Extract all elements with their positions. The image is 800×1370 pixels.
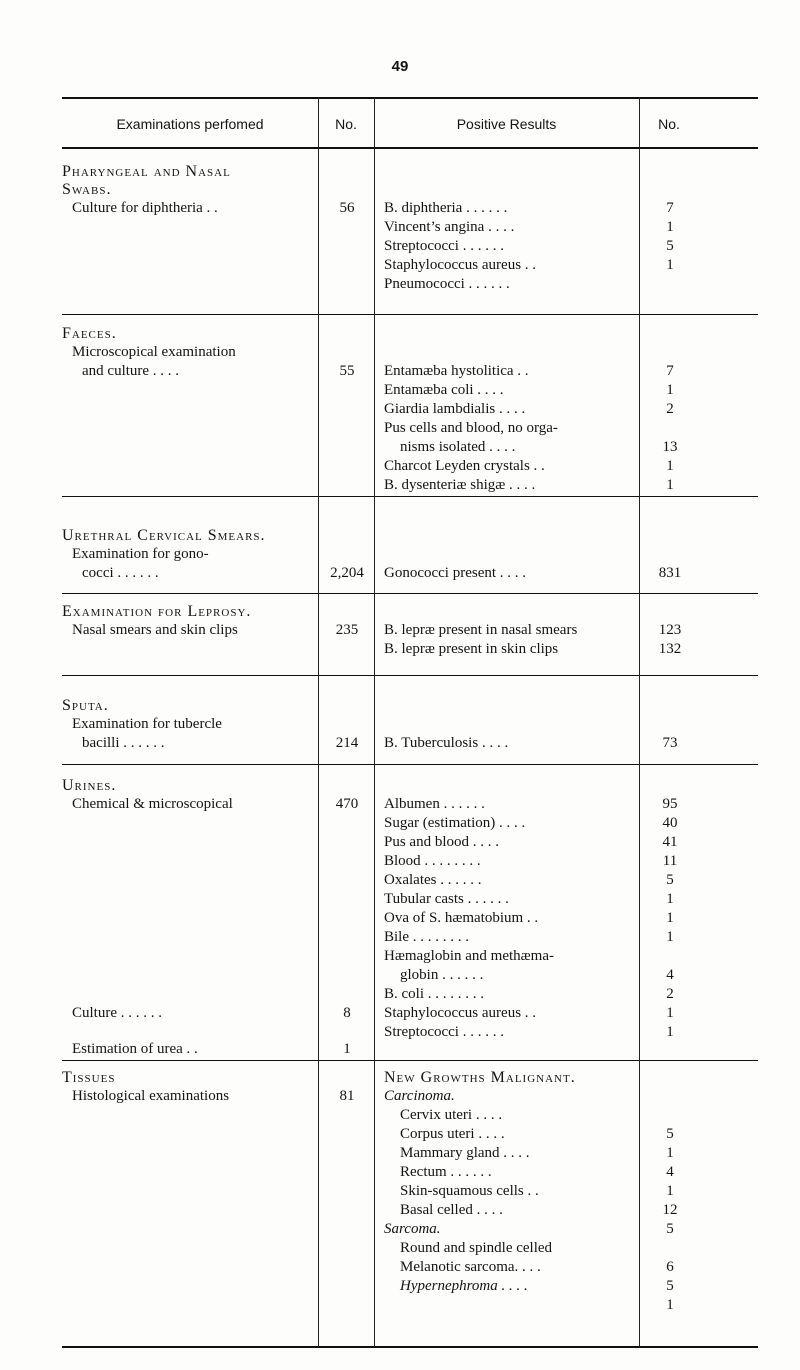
results-urines xyxy=(384,795,554,1042)
exam-count: 235 xyxy=(335,622,359,638)
result-number: 1 xyxy=(666,910,674,926)
exam-label: Microscopical examination xyxy=(72,344,236,360)
result-item: Pneumococci . . . . . . xyxy=(384,276,510,292)
section-heading-urethral: Urethral Cervical Smears. xyxy=(62,527,266,544)
result-number: 1 xyxy=(666,1005,674,1021)
result-number: 4 xyxy=(666,1164,674,1180)
header-no-results: No. xyxy=(658,116,680,132)
exam-label: Chemical & microscopical xyxy=(72,796,233,812)
top-rule xyxy=(62,97,758,99)
result-number: 5 xyxy=(666,1221,674,1237)
result-number: 1 xyxy=(666,1183,674,1199)
result-item: Corpus uteri . . . . xyxy=(400,1126,505,1142)
result-item: globin . . . . . . xyxy=(400,967,484,983)
result-number: 1 xyxy=(666,891,674,907)
result-number: 95 xyxy=(662,796,678,812)
header-rule xyxy=(62,147,758,149)
results-leprosy xyxy=(384,621,577,659)
result-item: Ova of S. hæmatobium . . xyxy=(384,910,539,926)
result-item: Sugar (estimation) . . . . xyxy=(384,815,526,831)
result-number: 5 xyxy=(666,1126,674,1142)
result-item: Vincent’s angina . . . . xyxy=(384,219,515,235)
result-item: Pus and blood . . . . xyxy=(384,834,500,850)
exam-count: 81 xyxy=(339,1088,355,1104)
result-number: 1 xyxy=(666,382,674,398)
result-number: 7 xyxy=(666,363,674,379)
result-number: 1 xyxy=(666,929,674,945)
result-number: 12 xyxy=(662,1202,678,1218)
section-heading-sputa: Sputa. xyxy=(62,697,109,714)
result-number xyxy=(640,419,700,438)
result-item: Mammary gland . . . . xyxy=(400,1145,530,1161)
result-item: Gonococci present . . . . xyxy=(384,565,527,581)
rule-pharyngeal xyxy=(62,314,758,315)
result-number: 41 xyxy=(662,834,678,850)
exam-label: cocci . . . . . . xyxy=(82,565,159,581)
section-heading-leprosy: Examination for Leprosy. xyxy=(62,603,252,620)
result-item: B. lepræ present in nasal smears xyxy=(384,622,578,638)
section-heading-faeces: Faeces. xyxy=(62,325,117,342)
result-item: B. diphtheria . . . . . . xyxy=(384,200,508,216)
result-item: Tubular casts . . . . . . xyxy=(384,891,509,907)
exam-count: 2,204 xyxy=(330,565,364,581)
result-number: 5 xyxy=(666,1278,674,1294)
result-number: 123 xyxy=(658,622,682,638)
section-heading-pharyngeal: Pharyngeal and Nasal xyxy=(62,163,231,180)
result-number: 1 xyxy=(666,1024,674,1040)
results-tissues xyxy=(384,1068,576,1296)
result-item: Blood . . . . . . . . xyxy=(384,853,481,869)
result-number: 2 xyxy=(666,401,674,417)
page-number: 49 xyxy=(391,58,409,75)
numbers-faeces xyxy=(640,362,700,495)
result-number: 7 xyxy=(666,200,674,216)
result-item: Staphylococcus aureus . . xyxy=(384,1005,537,1021)
result-number: 4 xyxy=(666,967,674,983)
exam-label: and culture . . . . xyxy=(82,363,180,379)
header-positive-results: Positive Results xyxy=(456,116,557,132)
numbers-leprosy xyxy=(640,621,700,659)
header-no: No. xyxy=(335,116,357,132)
exam-label: Culture . . . . . . xyxy=(72,1005,162,1021)
exam-count: 470 xyxy=(335,796,359,812)
result-item: Streptococci . . . . . . xyxy=(384,238,504,254)
bottom-rule xyxy=(62,1346,758,1348)
rule-sputa xyxy=(62,764,758,765)
result-number xyxy=(640,1239,700,1258)
new-growths-heading: New Growths Malignant. xyxy=(384,1069,576,1086)
numbers-urines xyxy=(640,795,700,1042)
result-item: Basal celled . . . . xyxy=(400,1202,503,1218)
result-number: 5 xyxy=(666,238,674,254)
result-number: 1 xyxy=(666,257,674,273)
exam-label: Estimation of urea . . xyxy=(72,1041,198,1057)
result-number: 1 xyxy=(666,219,674,235)
exam-label: Histological examinations xyxy=(72,1088,230,1104)
exam-count: 55 xyxy=(339,363,355,379)
exam-label: Nasal smears and skin clips xyxy=(72,622,238,638)
numbers-tissues xyxy=(640,1106,700,1315)
result-item: B. lepræ present in skin clips xyxy=(384,641,559,657)
result-item: Giardia lambdialis . . . . xyxy=(384,401,526,417)
result-item: Staphylococcus aureus . . xyxy=(384,257,537,273)
section-heading-tissues: Tissues xyxy=(62,1069,116,1086)
exam-count: 1 xyxy=(343,1041,351,1057)
result-item: Hæmaglobin and methæma- xyxy=(384,948,554,964)
result-number: 40 xyxy=(662,815,678,831)
result-item: Streptococci . . . . . . xyxy=(384,1024,504,1040)
result-item: B. coli . . . . . . . . xyxy=(384,986,484,1002)
sarcoma-heading: Sarcoma. xyxy=(384,1221,441,1237)
rule-urethral xyxy=(62,593,758,594)
col-divider-1 xyxy=(318,97,319,1347)
result-item: Charcot Leyden crystals . . xyxy=(384,458,545,474)
result-item: Oxalates . . . . . . xyxy=(384,872,482,888)
rule-leprosy xyxy=(62,675,758,676)
result-item: Melanotic sarcoma. . . . xyxy=(400,1259,541,1275)
exam-label: Examination for gono- xyxy=(72,546,209,562)
result-number: 132 xyxy=(658,641,682,657)
result-item: nisms isolated . . . . xyxy=(400,439,516,455)
result-number: 831 xyxy=(658,565,682,581)
result-number xyxy=(640,1106,700,1125)
result-item: Bile . . . . . . . . xyxy=(384,929,469,945)
result-number: 1 xyxy=(666,477,674,493)
result-number: 73 xyxy=(662,735,678,751)
result-number: 5 xyxy=(666,872,674,888)
result-number: 6 xyxy=(666,1259,674,1275)
result-item: B. Tuberculosis . . . . xyxy=(384,735,509,751)
exam-label: Culture for diphtheria . . xyxy=(72,200,218,216)
result-number: 1 xyxy=(666,1145,674,1161)
result-item: Albumen . . . . . . xyxy=(384,796,485,812)
results-pharyngeal xyxy=(384,199,536,294)
header-examinations: Examinations perfomed xyxy=(116,116,264,132)
section-heading-urines: Urines. xyxy=(62,777,117,794)
result-number: 11 xyxy=(662,853,678,869)
carcinoma-heading: Carcinoma. xyxy=(384,1088,455,1104)
result-number: 13 xyxy=(662,439,678,455)
rule-faeces xyxy=(62,496,758,497)
result-item: Entamæba hystolitica . . xyxy=(384,363,529,379)
col-divider-2 xyxy=(374,97,375,1347)
exam-count: 214 xyxy=(335,735,359,751)
exam-count: 56 xyxy=(339,200,355,216)
result-item: Entamæba coli . . . . xyxy=(384,382,504,398)
result-item: Rectum . . . . . . xyxy=(400,1164,492,1180)
result-item: Pus cells and blood, no orga- xyxy=(384,420,558,436)
result-item: Skin-squamous cells . . xyxy=(400,1183,539,1199)
result-item: Cervix uteri . . . . xyxy=(400,1107,503,1123)
section-heading-swabs: Swabs. xyxy=(62,181,112,198)
exam-label: Examination for tubercle xyxy=(72,716,222,732)
hypernephroma-item: Hypernephroma . . . . xyxy=(400,1278,528,1294)
rule-urines xyxy=(62,1060,758,1061)
result-number: 2 xyxy=(666,986,674,1002)
exam-count: 8 xyxy=(343,1005,351,1021)
result-item: B. dysenteriæ shigæ . . . . xyxy=(384,477,536,493)
result-item: Round and spindle celled xyxy=(400,1240,553,1256)
result-number xyxy=(640,947,700,966)
numbers-pharyngeal xyxy=(640,199,700,275)
result-number: 1 xyxy=(666,458,674,474)
result-number: 1 xyxy=(666,1297,674,1313)
results-faeces xyxy=(384,362,558,495)
exam-label: bacilli . . . . . . xyxy=(82,735,165,751)
